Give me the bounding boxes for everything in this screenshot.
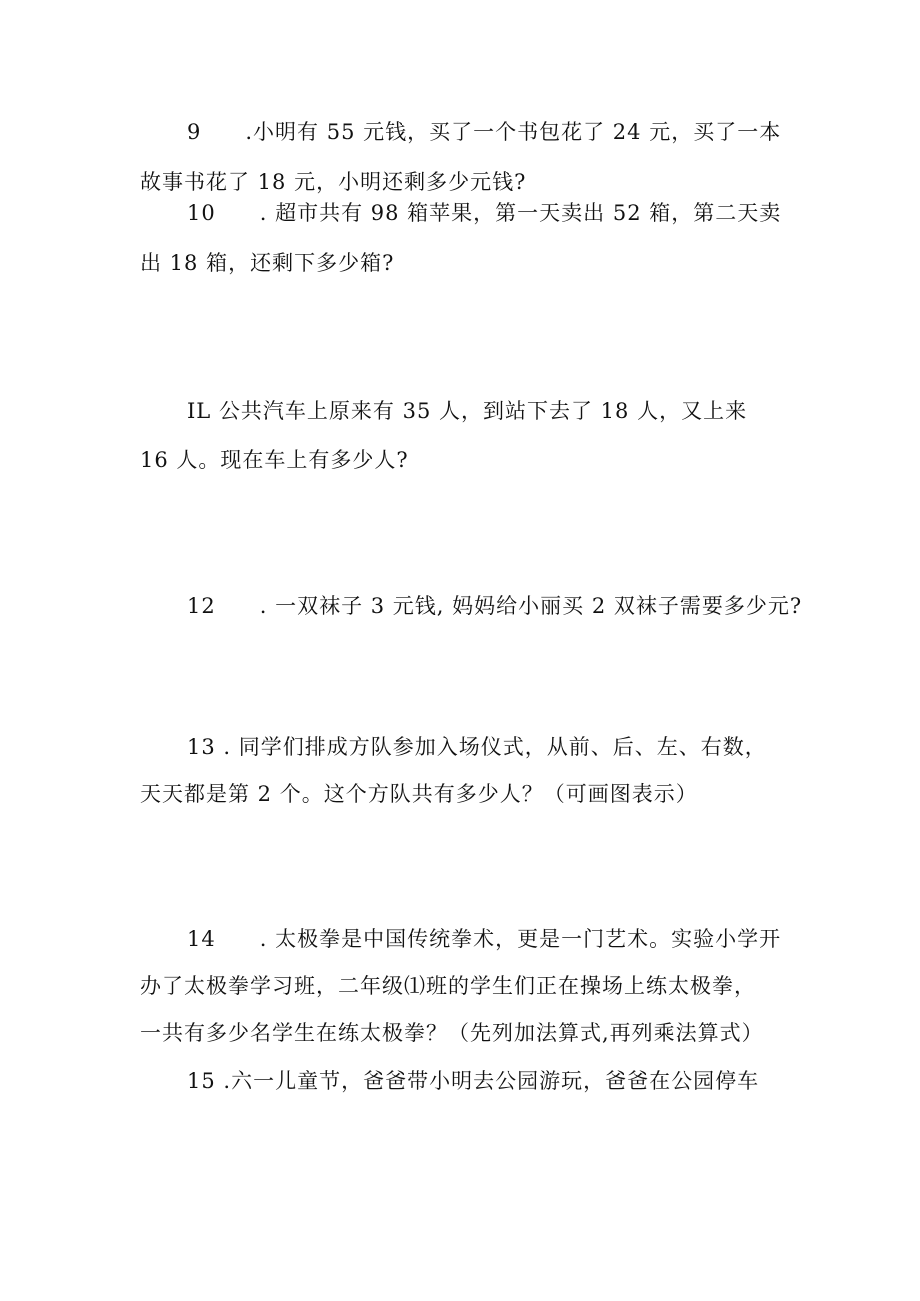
problem-text: . 超市共有 98 箱苹果，第一天卖出 52 箱，第二天卖: [215, 201, 782, 225]
problem-14-line-1: [187, 925, 781, 953]
problem-number: 10: [187, 201, 216, 225]
problem-number: 9: [187, 120, 202, 144]
problem-12-line-1: [187, 592, 802, 620]
problem-15-line-1: [187, 1067, 759, 1095]
problem-13-line-1: [187, 733, 767, 761]
problem-number: 13: [187, 735, 216, 759]
problem-14-line-3: 一共有多少名学生在练太极拳？（先列加法算式,再列乘法算式）: [140, 1021, 764, 1045]
problem-text: .小明有 55 元钱，买了一个书包花了 24 元，买了一本: [201, 120, 782, 144]
problem-number: 14: [187, 927, 216, 951]
problem-10-line-1: [187, 199, 781, 227]
problem-number: 15: [187, 1069, 216, 1093]
problem-14-line-2: 办了太极拳学习班，二年级⑴班的学生们正在操场上练太极拳，: [140, 974, 756, 998]
problem-13-line-2: 天天都是第 2 个。这个方队共有多少人？（可画图表示）: [140, 782, 698, 806]
problem-text: .六一儿童节，爸爸带小明去公园游玩，爸爸在公园停车: [215, 1069, 760, 1093]
problem-text: . 同学们排成方队参加入场仪式，从前、后、左、右数，: [215, 735, 767, 759]
problem-10-line-2: 出 18 箱，还剩下多少箱?: [140, 251, 395, 275]
problem-text: . 太极拳是中国传统拳术，更是一门艺术。实验小学开: [215, 927, 782, 951]
problem-number: IL: [187, 399, 212, 423]
problem-number: 12: [187, 594, 216, 618]
problem-11-line-2: 16 人。现在车上有多少人?: [140, 448, 409, 472]
problem-9-line-1: [187, 118, 781, 146]
problem-9-line-2: 故事书花了 18 元，小明还剩多少元钱?: [140, 170, 527, 194]
problem-11-line-1: [187, 397, 747, 425]
problem-text: 公共汽车上原来有 35 人，到站下去了 18 人，又上来: [211, 399, 748, 423]
problem-text: . 一双袜子 3 元钱, 妈妈给小丽买 2 双袜子需要多少元?: [215, 594, 803, 618]
